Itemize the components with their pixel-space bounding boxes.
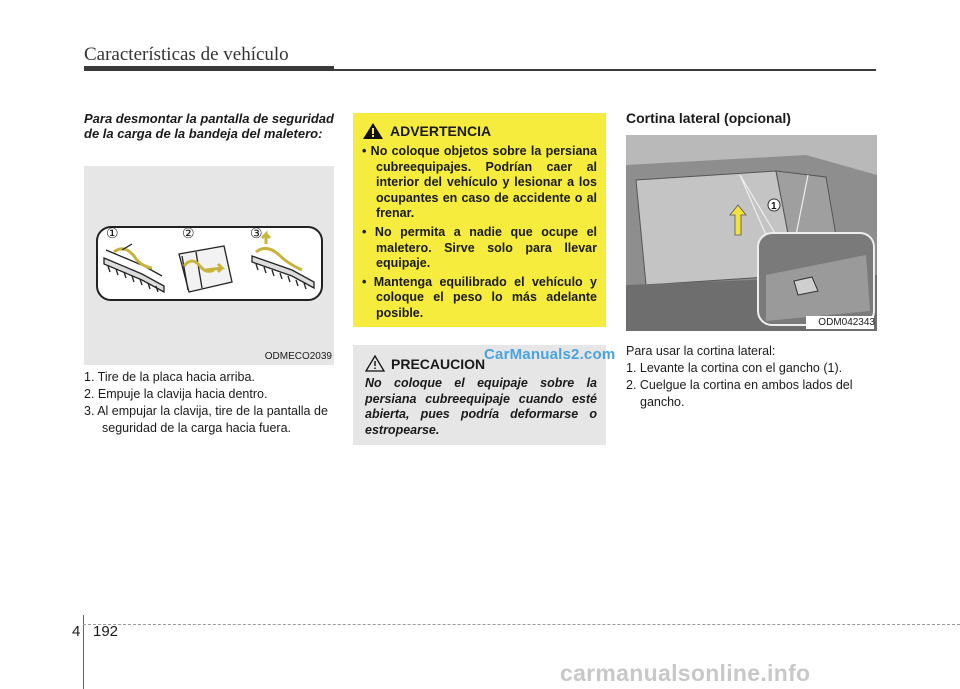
figure-label-2: ② (182, 226, 195, 242)
page-number: 192 (93, 623, 119, 640)
header-rule (84, 66, 334, 71)
warning-triangle-icon (362, 122, 384, 140)
footer-rule (83, 624, 960, 626)
section-number: 4 (72, 623, 81, 640)
caution-triangle-icon (365, 355, 385, 372)
page-header-title: Características de vehículo (84, 44, 289, 65)
steps-list (84, 369, 336, 437)
curtain-intro: Para usar la cortina lateral: (626, 344, 776, 358)
warning-title: ADVERTENCIA (390, 123, 492, 139)
figure-label-3: ③ (250, 226, 263, 242)
site-brand-link[interactable]: carmanualsonline.info (560, 660, 811, 686)
warning-item: • No coloque objetos sobre la persiana cubreequipajes. Podrían caer al interior del vehículo y lesionar a los ocupantes en caso de accidente o al frenar. (362, 144, 597, 221)
footer-divider (83, 615, 84, 689)
figure-caption: ODMECO2039 (264, 351, 332, 362)
warning-item: • Mantenga equilibrado el vehículo y coloque el peso lo más adelante posible. (362, 274, 597, 320)
warning-item: • No permita a nadie que ocupe el maletero. Sirve solo para llevar equipaje. (362, 224, 597, 271)
section-heading: Para desmontar la pantalla de seguridad de la carga de la bandeja del maletero: (84, 111, 334, 141)
step-item: 3. Al empujar la clavija, tire de la pantalla de seguridad de la carga hacia fuera. (84, 404, 328, 435)
figure-label-1: ① (106, 226, 119, 242)
step-item: 2. Empuje la clavija hacia dentro. (84, 387, 268, 401)
section-heading-curtain: Cortina lateral (opcional) (626, 110, 791, 126)
caution-title: PRECAUCION (391, 355, 486, 372)
curtain-step: 1. Levante la cortina con el gancho (1). (626, 361, 843, 375)
cargo-screen-illustration (84, 166, 334, 365)
caution-text: No coloque el equipaje sobre la persiana cubreequipaje cuando esté abierta, pues podría deformarse o estropearse. (365, 376, 597, 437)
figure-caption-curtain: ODM042343 (818, 317, 875, 328)
curtain-step: 2. Cuelgue la cortina en ambos lados del gancho. (626, 378, 853, 409)
warning-box (353, 113, 606, 327)
side-curtain-photo (626, 135, 877, 331)
side-curtain-figure (626, 135, 877, 331)
warning-header (362, 122, 597, 140)
header-rule-thin (334, 69, 876, 71)
watermark-link[interactable]: CarManuals2.com (484, 346, 616, 363)
step-item: 1. Tire de la placa hacia arriba. (84, 370, 255, 384)
curtain-hook-label: 1 (771, 201, 777, 212)
warning-list (362, 144, 597, 322)
cargo-screen-figure (84, 166, 334, 365)
curtain-instructions (626, 343, 881, 411)
